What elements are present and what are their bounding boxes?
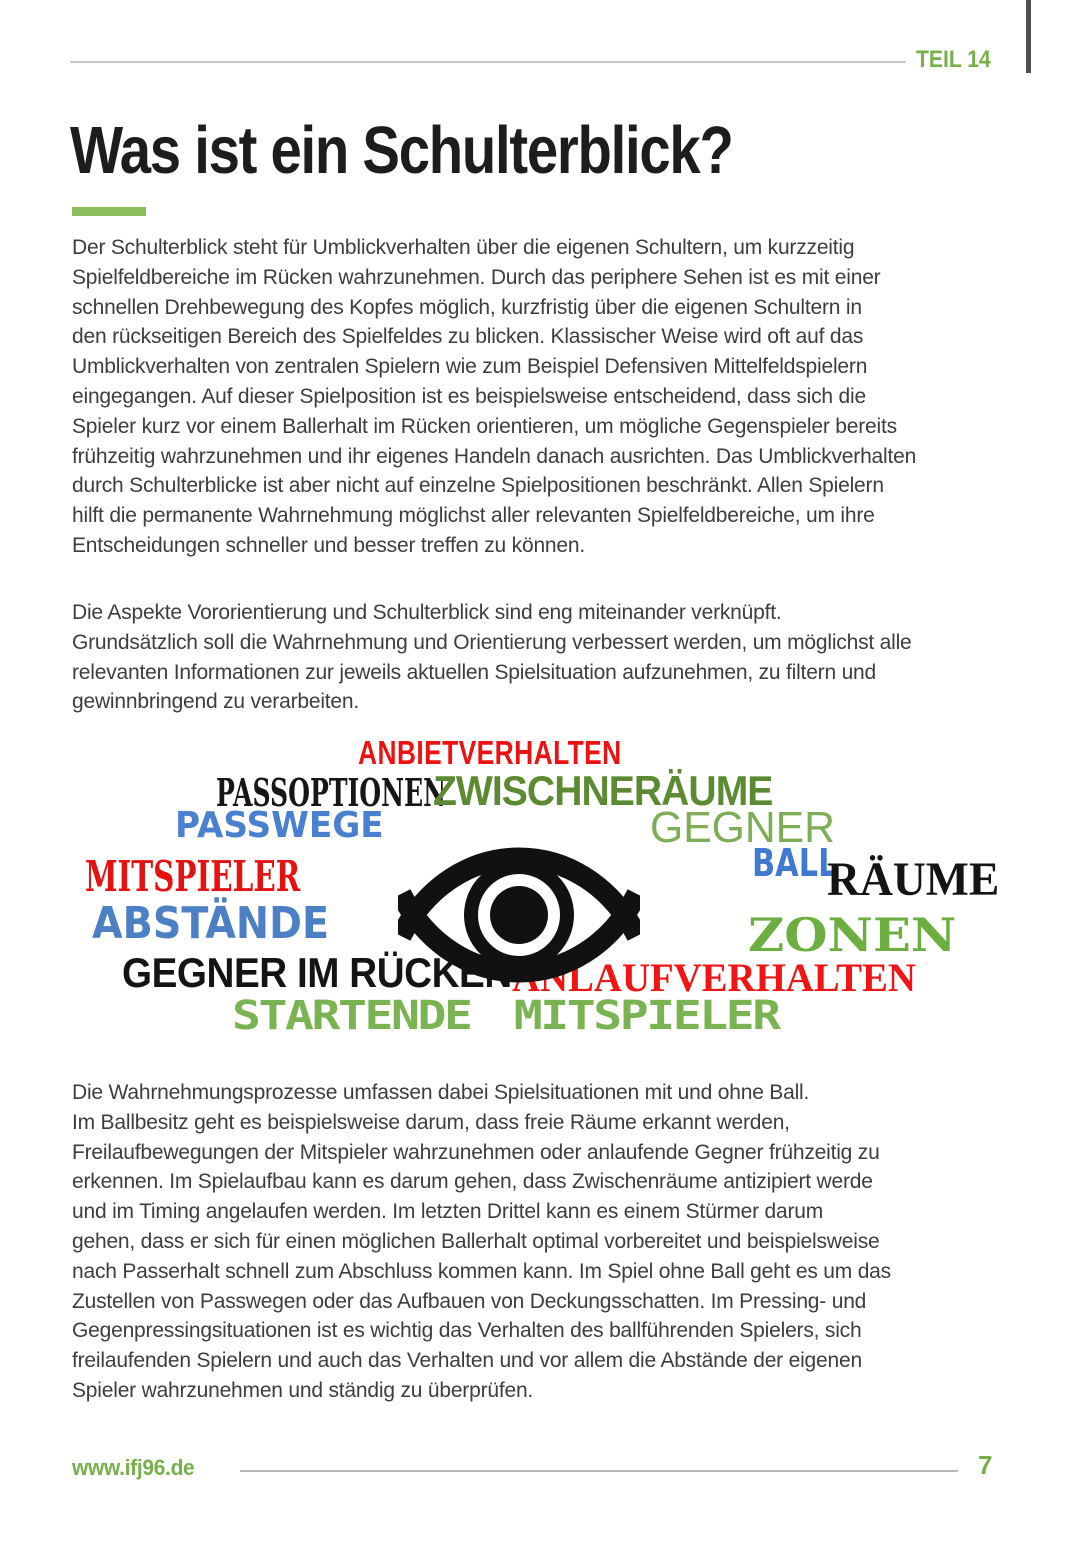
text-line: Spielfeldbereiche im Rücken wahrzunehmen. Durch das periphere Sehen ist es mit einer <box>72 265 881 289</box>
wordcloud-term-passwege: PASSWEGE <box>175 805 384 846</box>
text-line: eingegangen. Auf dieser Spielposition ist es beispielsweise entscheidend, dass sich die <box>72 384 866 408</box>
eye-icon <box>398 814 640 1014</box>
text-line: gehen, dass er sich für einen möglichen Ballerhalt optimal vorbereitet und beispielsweise <box>72 1229 880 1253</box>
wordcloud-term-zonen: ZONEN <box>748 908 957 962</box>
paragraph-intro <box>72 233 916 561</box>
wordcloud-term-gegner-im-ruecken: GEGNER IM RÜCKEN <box>122 949 512 996</box>
wordcloud-term-gegner: GEGNER <box>650 803 835 852</box>
text-line: Gegenpressingsituationen ist es wichtig das Verhalten des ballführenden Spielers, sich <box>72 1319 862 1343</box>
wordcloud-term-anbietverhalten: ANBIETVERHALTEN <box>358 734 622 771</box>
text-line: erkennen. Im Spielaufbau kann es darum gehen, dass Zwischenräume antizipiert werde <box>72 1170 873 1194</box>
wordcloud-term-raeume: RÄUME <box>827 853 1000 906</box>
wordcloud-term-mitspieler: MITSPIELER <box>85 852 301 901</box>
paragraph-vororientierung <box>72 598 912 717</box>
title-accent-dash <box>72 207 146 216</box>
text-line: Grundsätzlich soll die Wahrnehmung und Orientierung verbessert werden, um möglichst alle <box>72 630 912 654</box>
text-line: durch Schulterblicke ist aber nicht auf einzelne Spielpositionen beschränkt. Allen Spielern <box>72 474 884 498</box>
text-line: Spieler wahrzunehmen und ständig zu überprüfen. <box>72 1378 534 1402</box>
wordcloud-term-abstaende: ABSTÄNDE <box>92 898 330 949</box>
text-line: hilft die permanente Wahrnehmung möglichst aller relevanten Spielfeldbereiche, um ihre <box>72 504 875 528</box>
paragraph-wahrnehmungsprozesse <box>72 1078 891 1406</box>
corner-bar <box>1026 0 1031 73</box>
text-line: Freilaufbewegungen der Mitspieler wahrzunehmen oder anlaufende Gegner frühzeitig zu <box>72 1140 880 1164</box>
page-title: Was ist ein Schulterblick? <box>70 113 733 188</box>
text-line: Im Ballbesitz geht es beispielsweise darum, dass freie Räume erkannt werden, <box>72 1110 790 1134</box>
text-line: den rückseitigen Bereich des Spielfeldes zu blicken. Klassischer Weise wird oft auf das <box>72 325 864 349</box>
wordcloud-term-anlaufverhalten: ANLAUFVERHALTEN <box>512 955 916 1000</box>
header-rule <box>70 61 906 63</box>
page-number: 7 <box>978 1450 993 1480</box>
text-line: relevanten Informationen zur jeweils aktuellen Spielsituation aufzunehmen, zu filtern und <box>72 660 877 684</box>
text-line: Entscheidungen schneller und besser treffen zu können. <box>72 533 586 557</box>
footer-rule <box>240 1470 958 1472</box>
wordcloud-term-startende-mitspieler: STARTENDE MITSPIELER <box>232 993 779 1039</box>
wordcloud-term-zwischneraeume: ZWISCHNERÄUME <box>433 767 773 814</box>
text-line: Zustellen von Passwegen oder das Aufbauen von Deckungsschatten. Im Pressing- und <box>72 1289 867 1313</box>
part-label: TEIL 14 <box>916 46 991 73</box>
text-line: Der Schulterblick steht für Umblickverhalten über die eigenen Schultern, um kurzzeitig <box>72 236 855 259</box>
text-line: Die Wahrnehmungsprozesse umfassen dabei Spielsituationen mit und ohne Ball. <box>72 1081 810 1104</box>
footer-url-link[interactable]: www.ifj96.de <box>72 1455 195 1480</box>
text-line: freilaufenden Spielern und auch das Verhalten und vor allem die Abstände der eigenen <box>72 1349 862 1373</box>
text-line: und im Timing angelaufen werden. Im letzten Drittel kann es einem Stürmer darum <box>72 1200 824 1224</box>
text-line: Die Aspekte Vororientierung und Schulterblick sind eng miteinander verknüpft. <box>72 601 782 624</box>
text-line: Umblickverhalten von zentralen Spielern wie zum Beispiel Defensiven Mittelfeldspielern <box>72 355 868 379</box>
text-line: Spieler kurz vor einem Ballerhalt im Rücken orientieren, um mögliche Gegenspieler bereits <box>72 414 897 438</box>
wordcloud-term-ball: BALL <box>752 841 838 885</box>
text-line: schnellen Drehbewegung des Kopfes möglich, kurzfristig über die eigenen Schultern in <box>72 295 862 319</box>
text-line: nach Passerhalt schnell zum Abschluss kommen kann. Im Spiel ohne Ball geht es um das <box>72 1259 891 1283</box>
text-line: gewinnbringend zu verarbeiten. <box>72 690 360 714</box>
wordcloud-term-passoptionen: PASSOPTIONEN <box>216 770 447 815</box>
text-line: frühzeitig wahrzunehmen und ihr eigenes Handeln danach ausrichten. Das Umblickverhalten <box>72 444 917 468</box>
